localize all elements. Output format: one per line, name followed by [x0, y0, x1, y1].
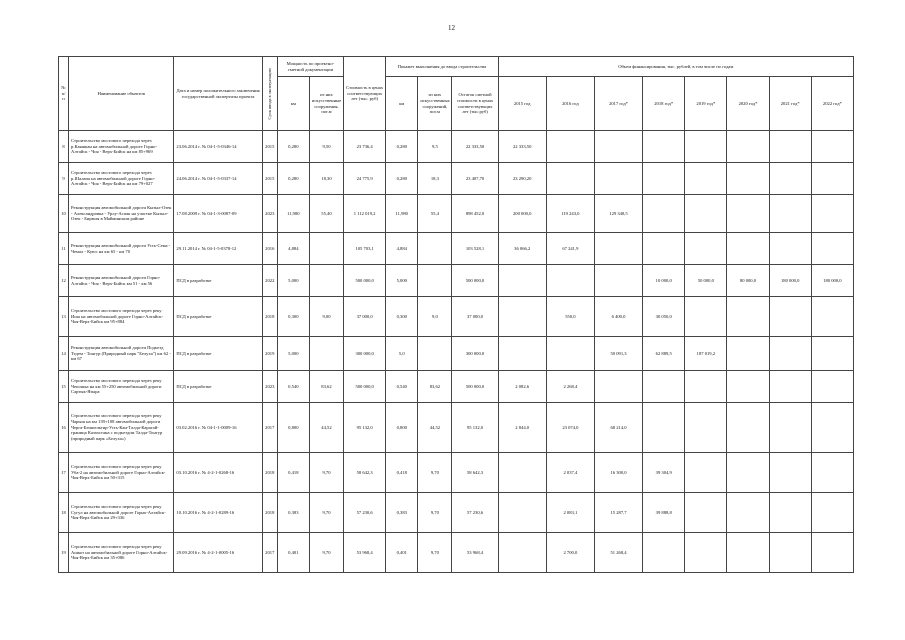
header-incl2: из них искусственных сооружений, пог.м: [418, 77, 452, 131]
year-amount: [685, 131, 727, 163]
commission-year: 2017: [262, 403, 277, 453]
year-amount: [594, 131, 642, 163]
row-number: 15: [59, 371, 69, 403]
year-amount: [498, 265, 546, 297]
estimated-cost: 24 775,9: [344, 163, 386, 195]
remaining-cost: 37 000,0: [452, 297, 498, 337]
remaining-cost: 95 132,0: [452, 403, 498, 453]
year-amount: 67 241,9: [546, 233, 594, 265]
year-amount: [498, 337, 546, 371]
structures-m: 55,40: [309, 195, 343, 233]
done-km: 11,980: [386, 195, 418, 233]
commission-year: 2023: [262, 195, 277, 233]
page-number: 12: [448, 24, 455, 32]
year-amount: [811, 131, 853, 163]
row-number: 11: [59, 233, 69, 265]
year-amount: [594, 233, 642, 265]
year-amount: 2 083,1: [546, 493, 594, 533]
year-amount: 80 000,0: [727, 265, 769, 297]
commission-year: 2018: [262, 493, 277, 533]
year-amount: [811, 533, 853, 573]
expertise-info: 03.10.2016 г. № 4-2-1-0268-16: [174, 453, 262, 493]
structures-m: 9,50: [309, 131, 343, 163]
structures-m: [309, 337, 343, 371]
year-amount: 200 000,0: [498, 195, 546, 233]
header-cost: Стоимость в ценах соответствующих лет (тыс. руб): [344, 57, 386, 131]
row-number: 18: [59, 493, 69, 533]
header-no: № п/п: [59, 57, 69, 131]
header-rest-cost: Остаток сметной стоимости в ценах соответствующих лет (тыс.руб): [452, 77, 498, 131]
year-amount: [727, 195, 769, 233]
estimated-cost: 23 736,4: [344, 131, 386, 163]
length-km: 0,418: [277, 453, 309, 493]
row-number: 9: [59, 163, 69, 195]
object-name: Строительство мостового перехода через реку Ашкот на автомобильной дороге Горно-Алтайск-Чоя-Верх-Бийск км 35+086: [69, 533, 174, 573]
year-amount: 129 348,5: [594, 195, 642, 233]
year-amount: [769, 533, 811, 573]
table-row: [59, 533, 854, 573]
done-structures-m: [418, 265, 452, 297]
expertise-info: 03.02.2016 г. № 04-1-1-0009-16: [174, 403, 262, 453]
expertise-info: 17.08.2009 г. № 04-1-3-0087-09: [174, 195, 262, 233]
done-km: 0,540: [386, 371, 418, 403]
header-year: 2020 год*: [727, 77, 769, 131]
done-structures-m: 9,70: [418, 493, 452, 533]
header-power-group: Мощность по проектно-сметной документации: [277, 57, 343, 77]
expertise-info: 10.10.2016 г. № 4-2-1-0289-16: [174, 493, 262, 533]
estimated-cost: 300 000,0: [344, 337, 386, 371]
year-amount: 16 300,0: [594, 453, 642, 493]
header-year: 2021 год*: [769, 77, 811, 131]
expertise-info: ПСД в разработке: [174, 371, 262, 403]
row-number: 17: [59, 453, 69, 493]
remaining-cost: 23 407,70: [452, 163, 498, 195]
structures-m: 9,70: [309, 533, 343, 573]
year-amount: [643, 371, 685, 403]
object-name: Строительство мостового перехода через реку Уба-2 на автомобильной дороге Горно-Алтайск-Чоя-Верх-Бийск км 50+315: [69, 453, 174, 493]
object-name: Реконструкция автомобильной дороги Усть-Сема - Чемал - Куюс на км 65 - км 70: [69, 233, 174, 265]
year-amount: [727, 297, 769, 337]
length-km: 11,980: [277, 195, 309, 233]
object-name: Строительство мостового перехода через реку Чарыш на км 139+108 автомобильной дороги Черга-Бешпельтир-Усть-Кан-Талда-Карагай-граница Казахстана с подъездом Талда-Тонгур (природный парк «Белуха»): [69, 403, 174, 453]
remaining-cost: 58 642,3: [452, 453, 498, 493]
row-number: 10: [59, 195, 69, 233]
year-amount: [727, 233, 769, 265]
length-km: 0,800: [277, 403, 309, 453]
year-amount: [811, 453, 853, 493]
remaining-cost: 300 000,0: [452, 337, 498, 371]
year-amount: [811, 493, 853, 533]
done-km: 0,401: [386, 533, 418, 573]
year-amount: 2 082,6: [498, 371, 546, 403]
year-amount: [643, 131, 685, 163]
remaining-cost: 898 452,0: [452, 195, 498, 233]
year-amount: 30 050,0: [643, 297, 685, 337]
structures-m: [309, 233, 343, 265]
estimated-cost: 53 968,4: [344, 533, 386, 573]
commission-year: 2015: [262, 131, 277, 163]
remaining-cost: 500 000,0: [452, 371, 498, 403]
year-amount: [769, 403, 811, 453]
year-amount: 23 074,0: [546, 403, 594, 453]
structures-m: [309, 265, 343, 297]
table-row: [59, 371, 854, 403]
header-done-group: Покажет выполнения до ввода строительства: [386, 57, 498, 77]
header-term-text: Срок ввода в эксплуатацию: [267, 67, 273, 120]
length-km: 0,300: [277, 297, 309, 337]
table-row: [59, 233, 854, 265]
year-amount: [546, 265, 594, 297]
year-amount: 50 091,3: [594, 337, 642, 371]
year-amount: 50 000,0: [685, 265, 727, 297]
remaining-cost: 57 230,6: [452, 493, 498, 533]
header-year: 2022 год*: [811, 77, 853, 131]
year-amount: 6 400,0: [594, 297, 642, 337]
done-structures-m: [418, 233, 452, 265]
year-amount: [685, 453, 727, 493]
table-row: [59, 403, 854, 453]
length-km: 0,540: [277, 371, 309, 403]
year-amount: [498, 493, 546, 533]
year-amount: 2 700,0: [546, 533, 594, 573]
length-km: 5,000: [277, 265, 309, 297]
header-name: Наименование объектов: [69, 57, 174, 131]
year-amount: [685, 163, 727, 195]
remaining-cost: 500 000,0: [452, 265, 498, 297]
header-term: [262, 57, 277, 131]
done-structures-m: 9,70: [418, 533, 452, 573]
year-amount: [685, 195, 727, 233]
table-row: [59, 163, 854, 195]
year-amount: [643, 195, 685, 233]
table-row: [59, 493, 854, 533]
year-amount: 550,0: [546, 297, 594, 337]
year-amount: 22 333,50: [498, 131, 546, 163]
year-amount: 39 304,9: [643, 453, 685, 493]
table-row: [59, 453, 854, 493]
year-amount: [685, 371, 727, 403]
year-amount: [594, 265, 642, 297]
done-km: 4,884: [386, 233, 418, 265]
year-amount: [594, 371, 642, 403]
expertise-info: 23.06.2014 г. № 04-1-5-0346-14: [174, 131, 262, 163]
year-amount: [727, 131, 769, 163]
commission-year: 2018: [262, 297, 277, 337]
header-incl: из них искусственные сооружения, пог.м: [309, 77, 343, 131]
remaining-cost: 53 968,4: [452, 533, 498, 573]
done-structures-m: 9,5: [418, 131, 452, 163]
done-km: 0,280: [386, 163, 418, 195]
year-amount: [643, 163, 685, 195]
commission-year: 2017: [262, 533, 277, 573]
done-km: 0,280: [386, 131, 418, 163]
table-row: [59, 195, 854, 233]
year-amount: 2 037,4: [546, 453, 594, 493]
object-name: Строительство мостового перехода через реку Иша на автомобильной дороге Горно-Алтайск-Чоя-Верх-Бийск км 95+884: [69, 297, 174, 337]
year-amount: [498, 297, 546, 337]
estimated-cost: 500 000,0: [344, 265, 386, 297]
done-structures-m: 9,0: [418, 297, 452, 337]
year-amount: [811, 195, 853, 233]
row-number: 13: [59, 297, 69, 337]
structures-m: 44,52: [309, 403, 343, 453]
year-amount: 15 287,7: [594, 493, 642, 533]
header-year: 2019 год*: [685, 77, 727, 131]
table-row: [59, 265, 854, 297]
object-name: Строительство мостового перехода через реку Чепошка на км 55+250 автомобильной дороги Сартык-Языра: [69, 371, 174, 403]
year-amount: [769, 233, 811, 265]
year-amount: [769, 453, 811, 493]
year-amount: [498, 453, 546, 493]
header-year: 2015 год: [498, 77, 546, 131]
done-structures-m: 9,70: [418, 453, 452, 493]
done-structures-m: 18,3: [418, 163, 452, 195]
year-amount: [811, 403, 853, 453]
table-body: [59, 131, 854, 573]
year-amount: 62 889,5: [643, 337, 685, 371]
year-amount: [643, 233, 685, 265]
expertise-info: 29.11.2014 г. № 04-1-5-0378-12: [174, 233, 262, 265]
year-amount: [685, 533, 727, 573]
commission-year: 2022: [262, 265, 277, 297]
row-number: 8: [59, 131, 69, 163]
year-amount: [811, 337, 853, 371]
length-km: 0,280: [277, 131, 309, 163]
year-amount: 36 066,2: [498, 233, 546, 265]
remaining-cost: 103 528,1: [452, 233, 498, 265]
header-year: 2016 год: [546, 77, 594, 131]
done-km: 5,000: [386, 265, 418, 297]
year-amount: 39 888,8: [643, 493, 685, 533]
header-km2: км: [386, 77, 418, 131]
row-number: 16: [59, 403, 69, 453]
table-row: [59, 297, 854, 337]
year-amount: 180 000,0: [811, 265, 853, 297]
done-km: 0,418: [386, 453, 418, 493]
structures-m: 83,62: [309, 371, 343, 403]
year-amount: [769, 195, 811, 233]
year-amount: [727, 533, 769, 573]
year-amount: [811, 371, 853, 403]
commission-year: 2019: [262, 337, 277, 371]
row-number: 14: [59, 337, 69, 371]
expertise-info: ПСД в разработке: [174, 337, 262, 371]
year-amount: [769, 371, 811, 403]
estimated-cost: 105 703,1: [344, 233, 386, 265]
length-km: 5,000: [277, 337, 309, 371]
length-km: 0,280: [277, 163, 309, 195]
expertise-info: 24.06.2014 г. № 04-1-5-0337-14: [174, 163, 262, 195]
year-amount: [769, 163, 811, 195]
year-amount: [727, 453, 769, 493]
object-name: Реконструкция автомобильной дороги Кызыл-Озек - Александровка - Урлу-Аспак на участке Кызыл-Озек - Бирюля в Майминском районе: [69, 195, 174, 233]
year-amount: [685, 297, 727, 337]
commission-year: 2023: [262, 371, 277, 403]
estimated-cost: 58 642,3: [344, 453, 386, 493]
commission-year: 2015: [262, 163, 277, 195]
year-amount: [685, 493, 727, 533]
header-expertise: Дата и номер положительного заключения государственной экспертизы проекта: [174, 57, 262, 131]
year-amount: 2 268,4: [546, 371, 594, 403]
done-structures-m: [418, 337, 452, 371]
done-structures-m: 55,4: [418, 195, 452, 233]
year-amount: 2 844,0: [498, 403, 546, 453]
done-km: 0,383: [386, 493, 418, 533]
estimated-cost: 500 000,0: [344, 371, 386, 403]
structures-m: 9,00: [309, 297, 343, 337]
year-amount: 180 000,0: [769, 265, 811, 297]
year-amount: [727, 337, 769, 371]
length-km: 4,884: [277, 233, 309, 265]
year-amount: [498, 533, 546, 573]
year-amount: [546, 337, 594, 371]
year-amount: 119 243,0: [546, 195, 594, 233]
year-amount: [685, 403, 727, 453]
header-finance-group: Объем финансирования, тыс. рублей, в том числе по годам: [498, 57, 853, 77]
year-amount: [685, 233, 727, 265]
object-name: Реконструкция автомобильной дороги Подъезд Тедем - Тонгур (Природный парк "Белуха") км 62 - км 67: [69, 337, 174, 371]
year-amount: [811, 233, 853, 265]
expertise-info: 29.09.2016 г. № 4-2-1-0005-16: [174, 533, 262, 573]
year-amount: 68 214,0: [594, 403, 642, 453]
structures-m: 9,70: [309, 453, 343, 493]
object-name: Строительство мостового перехода через реку Сугул на автомобильной дороге Горно-Алтайск-Чоя-Верх-Бийск км 29+336: [69, 493, 174, 533]
year-amount: [769, 131, 811, 163]
done-structures-m: 83,62: [418, 371, 452, 403]
done-structures-m: 44,52: [418, 403, 452, 453]
year-amount: [727, 163, 769, 195]
header-km: км: [277, 77, 309, 131]
row-number: 19: [59, 533, 69, 573]
length-km: 0,383: [277, 493, 309, 533]
year-amount: [727, 493, 769, 533]
year-amount: [546, 131, 594, 163]
year-amount: 23 290,20: [498, 163, 546, 195]
done-km: 0,800: [386, 403, 418, 453]
estimated-cost: 37 000,0: [344, 297, 386, 337]
year-amount: [769, 493, 811, 533]
done-km: 0,300: [386, 297, 418, 337]
year-amount: [769, 337, 811, 371]
year-amount: [546, 163, 594, 195]
commission-year: 2018: [262, 453, 277, 493]
estimated-cost: 1 112 019,2: [344, 195, 386, 233]
year-amount: 51 268,4: [594, 533, 642, 573]
finance-table: [58, 56, 854, 573]
year-amount: 10 000,0: [643, 265, 685, 297]
year-amount: [811, 163, 853, 195]
object-name: Реконструкция автомобильной дороги Горно-Алтайск - Чоя - Верх-Бийск км 51 - км 56: [69, 265, 174, 297]
year-amount: [643, 533, 685, 573]
estimated-cost: 95 132,0: [344, 403, 386, 453]
expertise-info: ПСД в разработке: [174, 297, 262, 337]
year-amount: 187 019,2: [685, 337, 727, 371]
row-number: 12: [59, 265, 69, 297]
expertise-info: ПСД в разработке: [174, 265, 262, 297]
commission-year: 2016: [262, 233, 277, 265]
structures-m: 18,30: [309, 163, 343, 195]
estimated-cost: 57 230,6: [344, 493, 386, 533]
table-row: [59, 337, 854, 371]
header-year: 2017 год*: [594, 77, 642, 131]
object-name: Строительство мостового перехода через р.Каяшкан на автомобильной дороге Горно-Алтайск - Чоя - Верх-Бийск на км 85+969: [69, 131, 174, 163]
year-amount: [811, 297, 853, 337]
length-km: 0,401: [277, 533, 309, 573]
remaining-cost: 22 333,50: [452, 131, 498, 163]
structures-m: 9,70: [309, 493, 343, 533]
header-year: 2018 год*: [643, 77, 685, 131]
year-amount: [727, 403, 769, 453]
year-amount: [594, 163, 642, 195]
done-km: 5,0: [386, 337, 418, 371]
year-amount: [643, 403, 685, 453]
table-row: [59, 131, 854, 163]
year-amount: [727, 371, 769, 403]
object-name: Строительство мостового перехода через р.Шалапа на автомобильной дороге Горно-Алтайск - Чоя - Верх-Бийск на км 79+027: [69, 163, 174, 195]
year-amount: [769, 297, 811, 337]
